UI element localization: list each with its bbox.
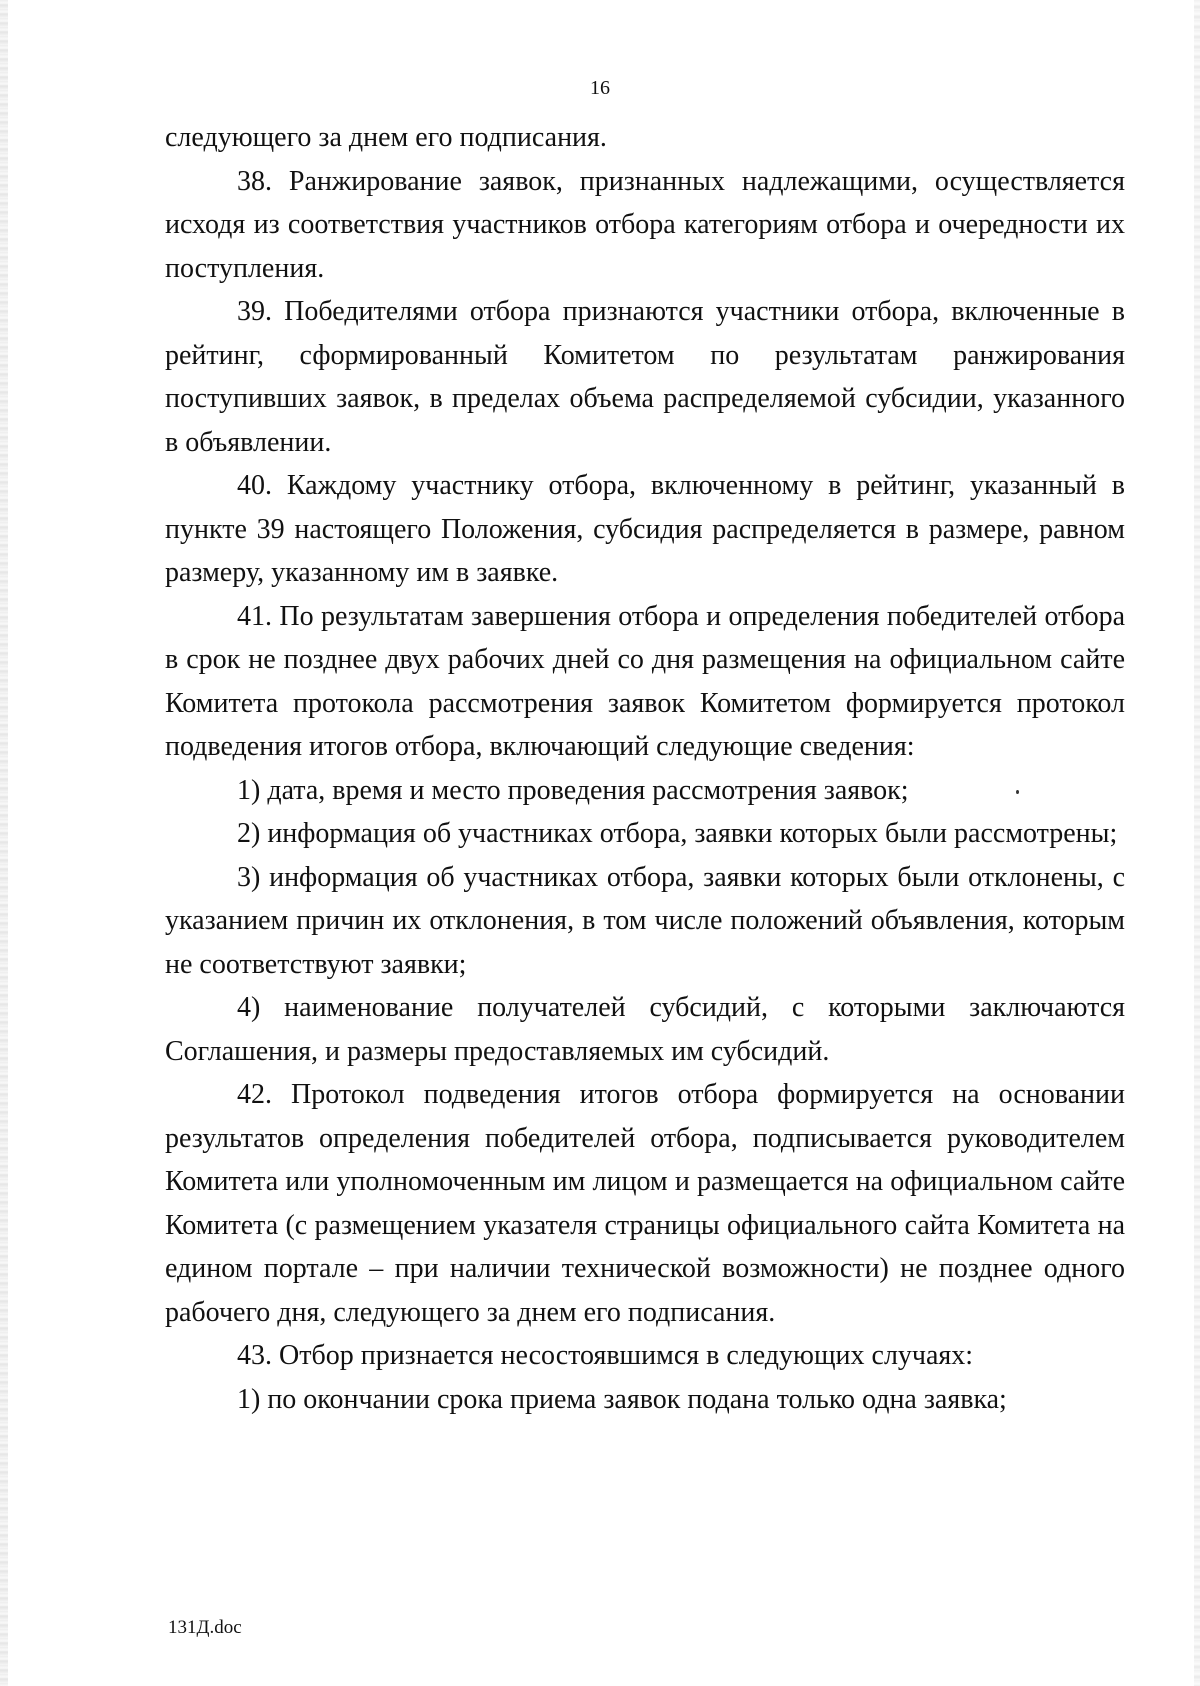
page-number: 16: [590, 77, 610, 99]
list-item-41-1: 1) дата, время и место проведения рассмотрения заявок;: [237, 774, 909, 806]
list-item-41-3: 3) информация об участниках отбора, заявки которых были отклонены, с указанием причин их отклонения, в том числе положений объявления, которым не соответствуют заявки;: [165, 861, 1125, 980]
paragraph-43: 43. Отбор признается несостоявшимся в следующих случаях:: [237, 1340, 974, 1371]
paragraph-39: 39. Победителями отбора признаются участники отбора, включенные в рейтинг, сформированный Комитетом по результатам ранжирования поступивших заявок, в пределах объема распределяемой субсидии, указанного в объявлении.: [165, 296, 1125, 458]
paragraph-41: 41. По результатам завершения отбора и определения победителей отбора в срок не позднее двух рабочих дней со дня размещения на официальном сайте Комитета протокола рассмотрения заявок Комитетом формируется протокол подведения итогов отбора, включающий следующие сведения:: [165, 600, 1125, 762]
list-item-41-4: 4) наименование получателей субсидий, с которыми заключаются Соглашения, и размеры предоставляемых им субсидий.: [165, 992, 1125, 1067]
scan-edge-left: [0, 0, 8, 1686]
footer-filename: 131Д.doc: [168, 1617, 242, 1638]
paragraph-40: 40. Каждому участнику отбора, включенному в рейтинг, указанный в пункте 39 настоящего Положения, субсидия распределяется в размере, равном размеру, указанному им в заявке.: [165, 470, 1125, 588]
document-body: [165, 116, 1125, 1421]
paragraph-42: 42. Протокол подведения итогов отбора формируется на основании результатов определения победителей отбора, подписывается руководителем Комитета или уполномоченным им лицом и размещается на официальном сайте Комитета (с размещением указателя страницы официального сайта Комитета на едином портале – при наличии технической возможности) не позднее одного рабочего дня, следующего за днем его подписания.: [165, 1079, 1125, 1328]
paragraph-38: 38. Ранжирование заявок, признанных надлежащими, осуществляется исходя из соответствия участников отбора категориям отбора и очередности их поступления.: [165, 165, 1125, 284]
list-item-41-2: 2) информация об участниках отбора, заявки которых были рассмотрены;: [237, 818, 1118, 849]
paragraph-continuation: следующего за днем его подписания.: [165, 122, 607, 153]
list-item-43-1: 1) по окончании срока приема заявок подана только одна заявка;: [237, 1383, 1007, 1415]
scan-speck: [1016, 790, 1019, 794]
scan-edge-right: [1194, 0, 1200, 1686]
